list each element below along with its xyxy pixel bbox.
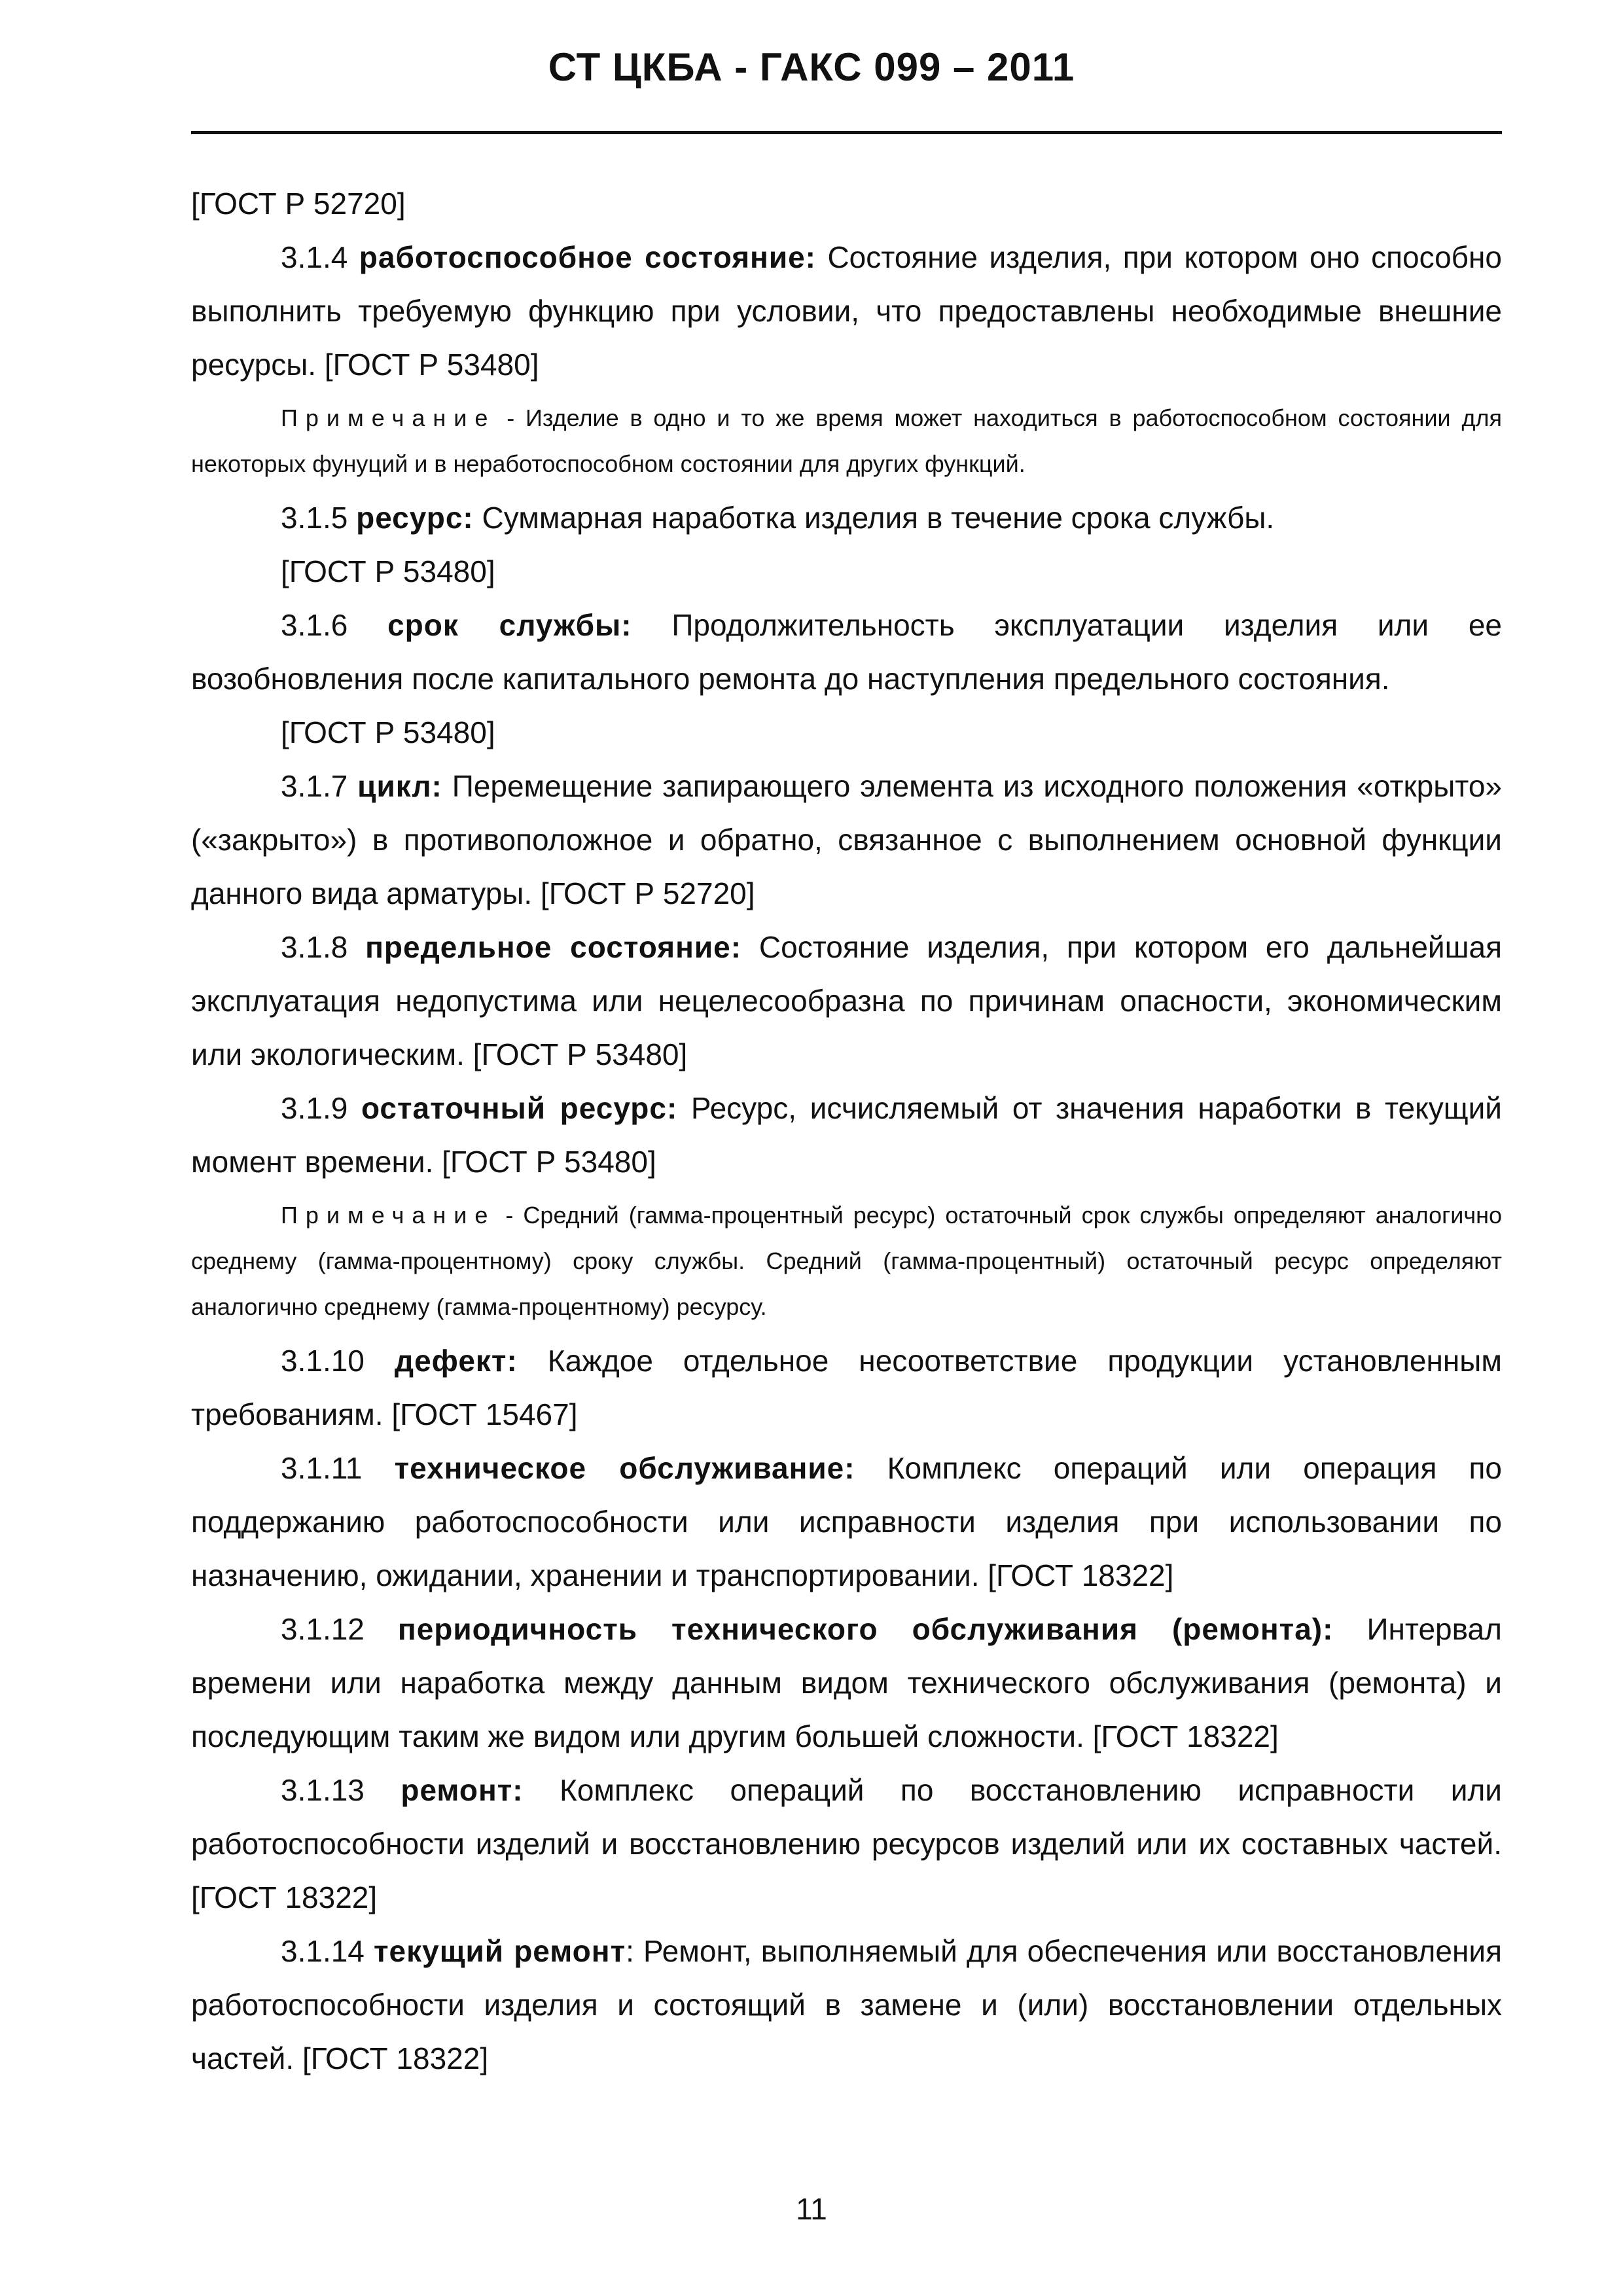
- term: остаточный ресурс:: [361, 1091, 678, 1125]
- definition-text: Состояние изделия, при котором его дальнейшая эксплуатация недопустима или нецелесообразна по причинам опасности, экономическим или экологическим. [ГОСТ Р 53480]: [191, 930, 1502, 1071]
- definition-3-1-12: [191, 1602, 1502, 1763]
- note-text: - Средний (гамма-процентный ресурс) остаточный срок службы определяют аналогично среднему (гамма-процентному) сроку службы. Средний (гамма-процентный) остаточный ресурс определяют аналогично среднему (гамма-процентному) ресурсу.: [191, 1202, 1502, 1320]
- definition-text: Каждое отдельное несоответствие продукции установленным требованиям. [ГОСТ 15467]: [191, 1344, 1502, 1431]
- definition-3-1-8: [191, 920, 1502, 1081]
- term: работоспособное состояние:: [359, 240, 816, 274]
- term: предельное состояние:: [365, 930, 742, 964]
- term: техническое обслуживание:: [394, 1451, 855, 1485]
- page-number: 11: [796, 2192, 827, 2226]
- reference-3-1-6: [ГОСТ Р 53480]: [281, 715, 495, 749]
- definition-text: Комплекс операций или операция по поддержанию работоспособности или исправности изделия при использовании по назначению, ожидании, хранении и транспортировании. [ГОСТ 18322]: [191, 1451, 1502, 1592]
- clause-number: 3.1.11: [281, 1451, 395, 1485]
- note-label: Примечание: [281, 1202, 496, 1229]
- clause-number: 3.1.14: [281, 1934, 374, 1968]
- clause-number: 3.1.7: [281, 769, 358, 803]
- term: ресурс:: [356, 501, 474, 535]
- clause-number: 3.1.10: [281, 1344, 395, 1378]
- definition-text: Продолжительность эксплуатации изделия или ее возобновления после капитального ремонта до наступления предельного состояния.: [191, 608, 1502, 696]
- definition-3-1-14: [191, 1924, 1502, 2085]
- definition-3-1-5: [191, 491, 1502, 545]
- definition-3-1-4: [191, 230, 1502, 391]
- term: дефект:: [394, 1344, 518, 1378]
- definition-text: Состояние изделия, при котором оно способно выполнить требуемую функцию при условии, что предоставлены необходимые внешние ресурсы. [ГОСТ Р 53480]: [191, 240, 1502, 382]
- definition-3-1-10: [191, 1334, 1502, 1441]
- definition-text: Перемещение запирающего элемента из исходного положения «открыто» («закрыто») в противоположное и обратно, связанное с выполнением основной функции данного вида арматуры. [ГОСТ Р 52720]: [191, 769, 1503, 910]
- definition-3-1-13: [191, 1763, 1502, 1924]
- definition-text: : Ремонт, выполняемый для обеспечения или восстановления работоспособности изделия и состоящий в замене и (или) восстановлении отдельных частей. [ГОСТ 18322]: [191, 1934, 1502, 2075]
- note-text: - Изделие в одно и то же время может находиться в работоспособном состоянии для некоторых фунуций и в неработоспособном состоянии для других функций.: [191, 404, 1502, 477]
- clause-number: 3.1.5: [281, 501, 357, 535]
- term: срок службы:: [387, 608, 632, 642]
- header-rule: [191, 131, 1502, 134]
- note-1: [191, 395, 1502, 487]
- definition-text: Суммарная наработка изделия в течение срока службы.: [473, 501, 1275, 535]
- clause-number: 3.1.6: [281, 608, 388, 642]
- definition-text: Комплекс операций по восстановлению исправности или работоспособности изделий и восстановлению ресурсов изделий или их составных частей. [ГОСТ 18322]: [191, 1773, 1502, 1914]
- term: цикл:: [357, 769, 442, 803]
- clause-number: 3.1.9: [281, 1091, 361, 1125]
- term: периодичность технического обслуживания (ремонта):: [397, 1612, 1334, 1646]
- definition-3-1-9: [191, 1081, 1502, 1189]
- definition-text: Интервал времени или наработка между данным видом технического обслуживания (ремонта) и последующим таким же видом или другим большей сложности. [ГОСТ 18322]: [191, 1612, 1502, 1753]
- document-body: [191, 177, 1502, 2085]
- definition-3-1-6: [191, 598, 1502, 706]
- clause-number: 3.1.8: [281, 930, 366, 964]
- document-header: СТ ЦКБА - ГАКС 099 – 2011: [548, 45, 1075, 89]
- note-label: Примечание: [281, 404, 496, 431]
- term: текущий ремонт: [374, 1934, 626, 1968]
- term: ремонт:: [401, 1773, 524, 1807]
- lead-reference: [ГОСТ Р 52720]: [191, 187, 406, 221]
- clause-number: 3.1.13: [281, 1773, 401, 1807]
- reference-3-1-5: [ГОСТ Р 53480]: [281, 554, 495, 588]
- definition-3-1-7: [191, 759, 1502, 920]
- clause-number: 3.1.4: [281, 240, 359, 274]
- note-2: [191, 1193, 1502, 1330]
- definition-text: Ресурс, исчисляемый от значения наработки в текущий момент времени. [ГОСТ Р 53480]: [191, 1091, 1502, 1179]
- clause-number: 3.1.12: [281, 1612, 398, 1646]
- definition-3-1-11: [191, 1441, 1502, 1602]
